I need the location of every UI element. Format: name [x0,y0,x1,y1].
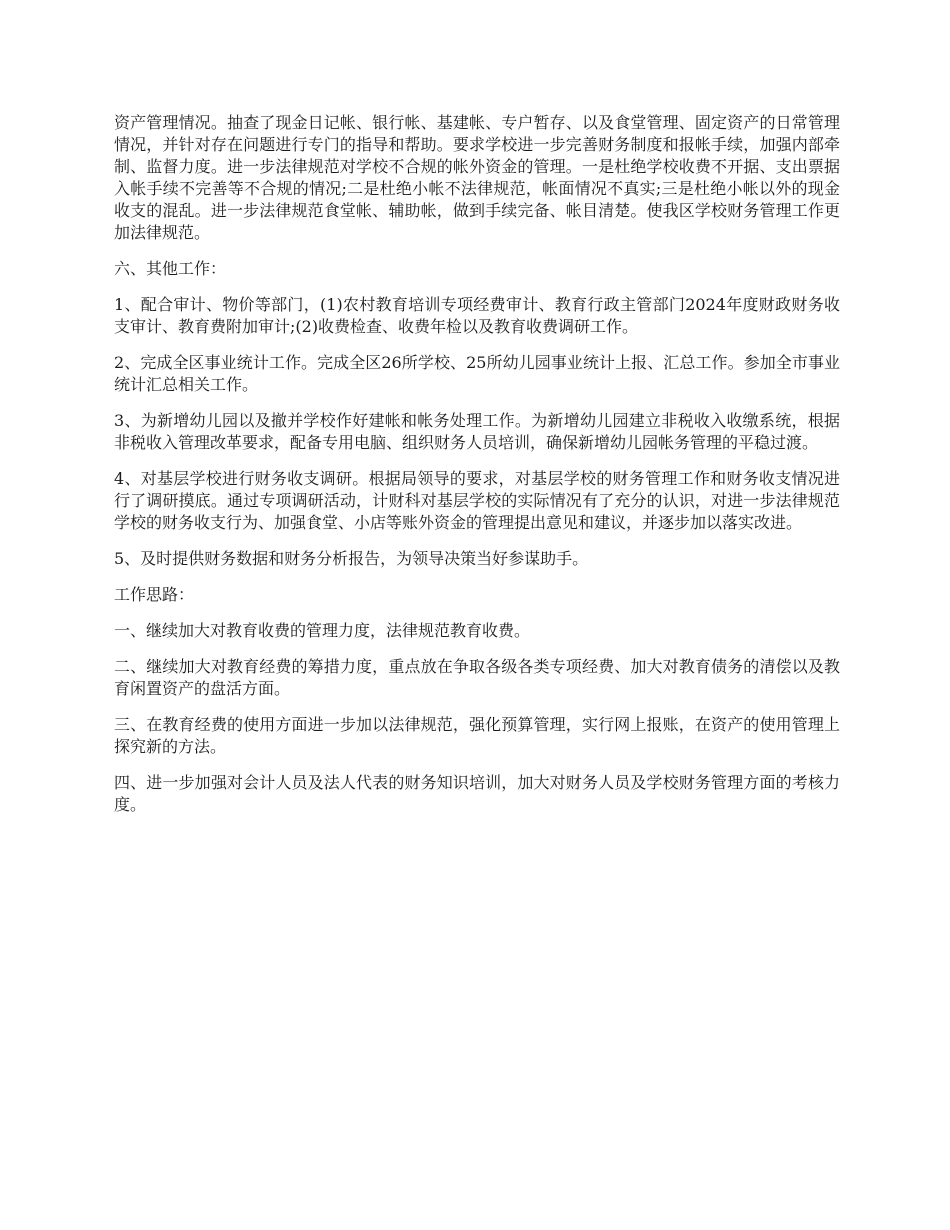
list-item-new-kindergarten-accounts: 3、为新增幼儿园以及撤并学校作好建帐和帐务处理工作。为新增幼儿园建立非税收入收缴系统，根据非税收入管理改革要求，配备专用电脑、组织财务人员培训，确保新增幼儿园帐务管理的平稳过渡。 [114,411,840,452]
idea-item-funding: 二、继续加大对教育经费的筹措力度，重点放在争取各级各类专项经费、加大对教育债务的清偿以及教育闲置资产的盘活方面。 [114,657,840,698]
idea-item-training: 四、进一步加强对会计人员及法人代表的财务知识培训，加大对财务人员及学校财务管理方面的考核力度。 [114,773,840,814]
idea-item-fee-management: 一、继续加大对教育收费的管理力度，法律规范教育收费。 [114,621,531,640]
list-item-audit-cooperation: 1、配合审计、物价等部门，(1)农村教育培训专项经费审计、教育行政主管部门2024年度财政财务收支审计、教育费附加审计;(2)收费检查、收费年检以及教育收费调研工作。 [114,295,840,336]
heading-other-work: 六、其他工作： [114,259,227,278]
list-item-school-survey: 4、对基层学校进行财务收支调研。根据局领导的要求，对基层学校的财务管理工作和财务收支情况进行了调研摸底。通过专项调研活动，计财科对基层学校的实际情况有了充分的认识，对进一步法律规范学校的财务收支行为、加强食堂、小店等账外资金的管理提出意见和建议，并逐步加以落实改进。 [114,469,840,532]
idea-item-budget: 三、在教育经费的使用方面进一步加以法律规范，强化预算管理，实行网上报账，在资产的使用管理上探究新的方法。 [114,715,840,756]
heading-work-ideas: 工作思路： [114,585,195,604]
list-item-statistics: 2、完成全区事业统计工作。完成全区26所学校、25所幼儿园事业统计上报、汇总工作。参加全市事业统计汇总相关工作。 [114,353,840,394]
document-body [114,112,840,816]
list-item-financial-reports: 5、及时提供财务数据和财务分析报告，为领导决策当好参谋助手。 [114,549,589,568]
paragraph-asset-management: 资产管理情况。抽查了现金日记帐、银行帐、基建帐、专户暂存、以及食堂管理、固定资产的日常管理情况，并针对存在问题进行专门的指导和帮助。要求学校进一步完善财务制度和报帐手续，加强内部牵制、监督力度。进一步法律规范对学校不合规的帐外资金的管理。一是杜绝学校收费不开据、支出票据入帐手续不完善等不合规的情况;二是杜绝小帐不法律规范，帐面情况不真实;三是杜绝小帐以外的现金收支的混乱。进一步法律规范食堂帐、辅助帐，做到手续完备、帐目清楚。使我区学校财务管理工作更加法律规范。 [114,113,840,242]
